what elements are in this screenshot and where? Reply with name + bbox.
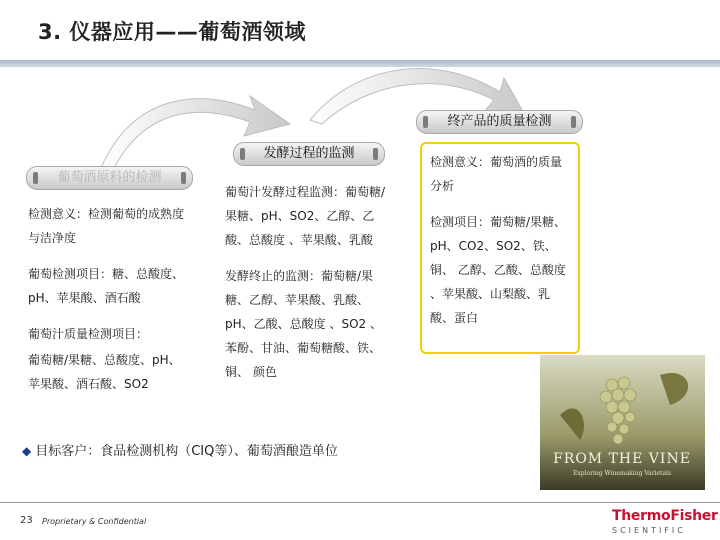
right-box [420, 142, 580, 354]
middle-box-ferment: 葡萄汁发酵过程监测：葡萄糖/果糖、pH、SO2、乙醇、乙酸、总酸度 、苹果酸、乳酸 [225, 185, 386, 247]
left-box [28, 202, 188, 408]
confidential-note: Proprietary & Confidential [42, 517, 147, 526]
stage-ferment-label: 发酵过程的监测 [233, 142, 385, 166]
thermofisher-logo: ThermoFisher [612, 508, 718, 524]
left-box-grape-items: 葡萄检测项目：糖、总酸度、pH、苹果酸、酒石酸 [28, 267, 185, 305]
stage-final-label: 终产品的质量检测 [416, 110, 583, 134]
page-number: 23 [20, 515, 33, 526]
scientific-logo-text: SCIENTIFIC [612, 526, 686, 535]
wine-grape-photo [540, 355, 705, 490]
right-box-meaning: 检测意义：葡萄酒的质量分析 [430, 155, 563, 193]
middle-box-end: 发酵终止的监测：葡萄糖/果糖、乙醇、苹果酸、乳酸、 pH、乙酸、总酸度 、SO2 、苯酚、甘油、葡萄糖酸、铁、铜、 颜色 [225, 269, 382, 379]
left-box-juice-title: 葡萄汁质量检测项目： [28, 327, 149, 341]
stage-raw-label: 葡萄酒原料的检测 [26, 166, 193, 190]
bullet-diamond-icon: ◆ [22, 444, 32, 458]
target-customers: ◆ 目标客户：食品检测机构（CIQ等）、葡萄酒酿造单位 [22, 444, 338, 459]
right-box-items: 检测项目：葡萄糖/果糖、pH、CO2、SO2、铁、铜、 乙醇、乙酸、总酸度 、苹果酸、山梨酸、乳酸、蛋白 [430, 215, 567, 325]
middle-box [225, 180, 390, 396]
slide-title: 3. 仪器应用——葡萄酒领域 [38, 20, 306, 44]
photo-headline: FROM THE VINE [553, 451, 691, 467]
photo-subtitle: Exploring Winemaking Varietals [572, 470, 672, 477]
left-box-meaning: 检测意义：检测葡萄的成熟度与洁净度 [28, 207, 185, 245]
footer-divider [0, 502, 720, 503]
left-box-juice-items: 葡萄糖/果糖、总酸度、pH、苹果酸、酒石酸、SO2 [28, 353, 181, 391]
